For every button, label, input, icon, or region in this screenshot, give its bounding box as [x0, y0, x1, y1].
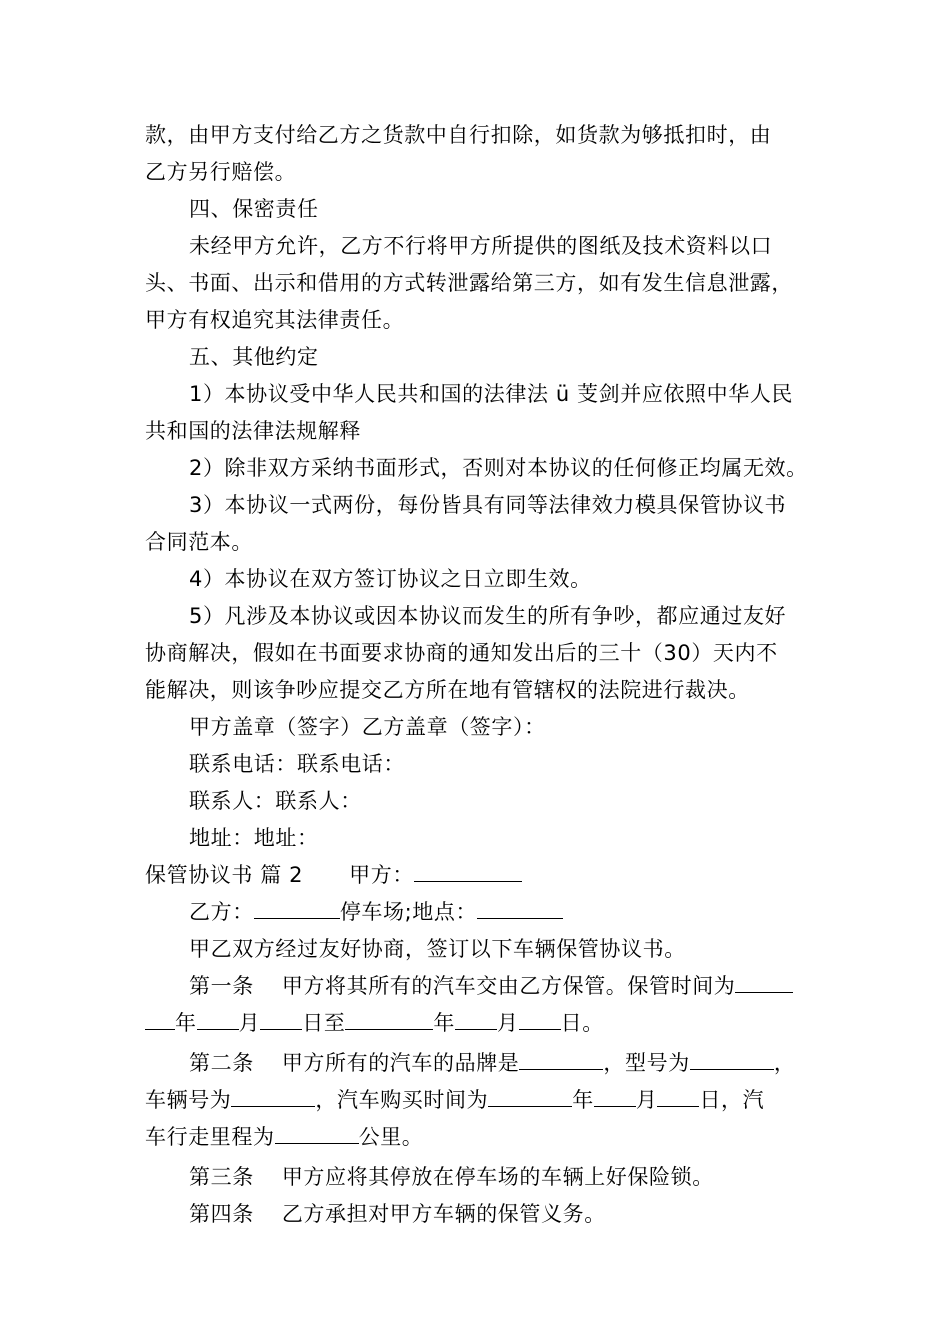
text-line-content: 4）本协议在双方签订协议之日立即生效。	[189, 567, 592, 591]
text-line	[145, 413, 825, 450]
text-line	[145, 339, 825, 376]
day-blank-1	[260, 1008, 302, 1030]
purchase-label: ，汽车购买时间为	[315, 1088, 489, 1112]
text-line	[145, 154, 825, 191]
intro-line	[145, 931, 825, 968]
section-heading: 保管协议书 篇 2	[145, 863, 304, 887]
party-b-blank	[254, 897, 340, 919]
article-4-text: 乙方承担对甲方车辆的保管义务。	[281, 1202, 606, 1226]
document-body	[145, 117, 825, 857]
article-2-line-2	[145, 1082, 825, 1119]
text-line-content: 联系人：联系人：	[189, 789, 362, 813]
text-line	[145, 487, 825, 524]
text-line	[145, 598, 825, 635]
party-b-line	[145, 894, 825, 931]
text-line	[145, 450, 825, 487]
text-line-content: 五、其他约定	[189, 345, 319, 369]
text-line-content: 四、保密责任	[189, 197, 319, 221]
purchase-month-blank	[594, 1085, 636, 1107]
party-b-label: 乙方：	[189, 900, 254, 924]
party-a-blank	[414, 860, 522, 882]
text-line	[145, 265, 825, 302]
mileage-label: 车行走里程为	[145, 1125, 275, 1149]
text-line	[145, 672, 825, 709]
intro-text: 甲乙双方经过友好协商，签订以下车辆保管协议书。	[189, 937, 686, 961]
day-blank-2	[519, 1008, 561, 1030]
text-line	[145, 376, 825, 413]
km-label: 公里。	[358, 1125, 424, 1149]
text-line-content: 地址：地址：	[189, 826, 319, 850]
article-1-text: 甲方将其所有的汽车交由乙方保管。保管时间为	[281, 974, 736, 998]
text-line-content: 共和国的法律法规解释	[145, 419, 361, 443]
text-line	[145, 783, 825, 820]
text-line	[145, 191, 825, 228]
text-line-content: 款，由甲方支付给乙方之货款中自行扣除，如货款为够抵扣时，由	[145, 123, 772, 147]
text-line	[145, 302, 825, 339]
text-line	[145, 635, 825, 672]
article-4-label: 第四条	[189, 1202, 254, 1226]
article-3-label: 第三条	[189, 1165, 254, 1189]
day-end-label: 日。	[560, 1011, 604, 1035]
text-line	[145, 820, 825, 857]
article-1-line-1	[145, 968, 825, 1005]
mileage-blank	[275, 1122, 359, 1144]
year-label-2: 年	[433, 1011, 456, 1035]
text-line	[145, 228, 825, 265]
text-line-content: 乙方另行赔偿。	[145, 160, 297, 184]
article-3-line	[145, 1159, 825, 1196]
article-2-comma: ，	[773, 1051, 796, 1075]
text-line-content: 协商解决，假如在书面要求协商的通知发出后的三十（30）天内不	[145, 641, 778, 665]
parking-label: 停车场;地点：	[339, 900, 478, 924]
month-label-2: 月	[497, 1011, 519, 1035]
text-line	[145, 746, 825, 783]
article-3-text: 甲方应将其停放在停车场的车辆上好保险锁。	[281, 1165, 714, 1189]
text-line-content: 合同范本。	[145, 530, 253, 554]
text-line	[145, 117, 825, 154]
purchase-year-label: 年	[572, 1088, 594, 1112]
text-line-content: 3）本协议一式两份，每份皆具有同等法律效力模具保管协议书	[189, 493, 787, 517]
brand-blank	[519, 1048, 603, 1070]
text-line-content: 能解决，则该争吵应提交乙方所在地有管辖权的法院进行裁决。	[145, 678, 750, 702]
article-2-line-1	[145, 1045, 825, 1082]
article-2-model-text: ，型号为	[603, 1051, 690, 1075]
year-label: 年	[175, 1011, 197, 1035]
month-blank-2	[455, 1008, 497, 1030]
text-line-content: 甲方盖章（签字）乙方盖章（签字）：	[189, 715, 546, 739]
article-4-line	[145, 1196, 825, 1233]
month-blank-1	[197, 1008, 239, 1030]
purchase-day-blank	[657, 1085, 699, 1107]
text-line	[145, 524, 825, 561]
party-a-label: 甲方：	[349, 863, 414, 887]
text-line-content: 甲方有权追究其法律责任。	[145, 308, 405, 332]
article-2-label: 第二条	[189, 1051, 254, 1075]
text-line	[145, 561, 825, 598]
purchase-day-label: 日，汽	[699, 1088, 765, 1112]
year-blank-2	[345, 1008, 433, 1030]
article-1-label: 第一条	[189, 974, 254, 998]
document-page	[145, 117, 825, 1233]
year-blank-1	[145, 1008, 175, 1030]
purchase-year-blank	[488, 1085, 572, 1107]
parking-blank	[477, 897, 563, 919]
text-line-content: 头、书面、出示和借用的方式转泄露给第三方，如有发生信息泄露，	[145, 271, 793, 295]
day-to-label: 日至	[302, 1011, 346, 1035]
article-2-line-3	[145, 1119, 825, 1156]
section-heading-line	[145, 857, 825, 894]
text-line	[145, 709, 825, 746]
article-1-line-2	[145, 1005, 825, 1042]
article-2-brand-text: 甲方所有的汽车的品牌是	[281, 1051, 520, 1075]
plate-blank	[231, 1085, 315, 1107]
text-line-content: 未经甲方允许，乙方不行将甲方所提供的图纸及技术资料以口	[189, 234, 773, 258]
text-line-content: 5）凡涉及本协议或因本协议而发生的所有争吵，都应通过友好	[189, 604, 787, 628]
text-line-content: 2）除非双方采纳书面形式，否则对本协议的任何修正均属无效。	[189, 456, 808, 480]
month-label: 月	[238, 1011, 261, 1035]
purchase-month-label: 月	[635, 1088, 658, 1112]
plate-label: 车辆号为	[145, 1088, 232, 1112]
text-line-content: 1）本协议受中华人民共和国的法律法 ü 芰剑并应依照中华人民	[189, 382, 794, 406]
text-line-content: 联系电话：联系电话：	[189, 752, 405, 776]
article-1-blank-start	[735, 971, 793, 993]
model-blank	[690, 1048, 774, 1070]
